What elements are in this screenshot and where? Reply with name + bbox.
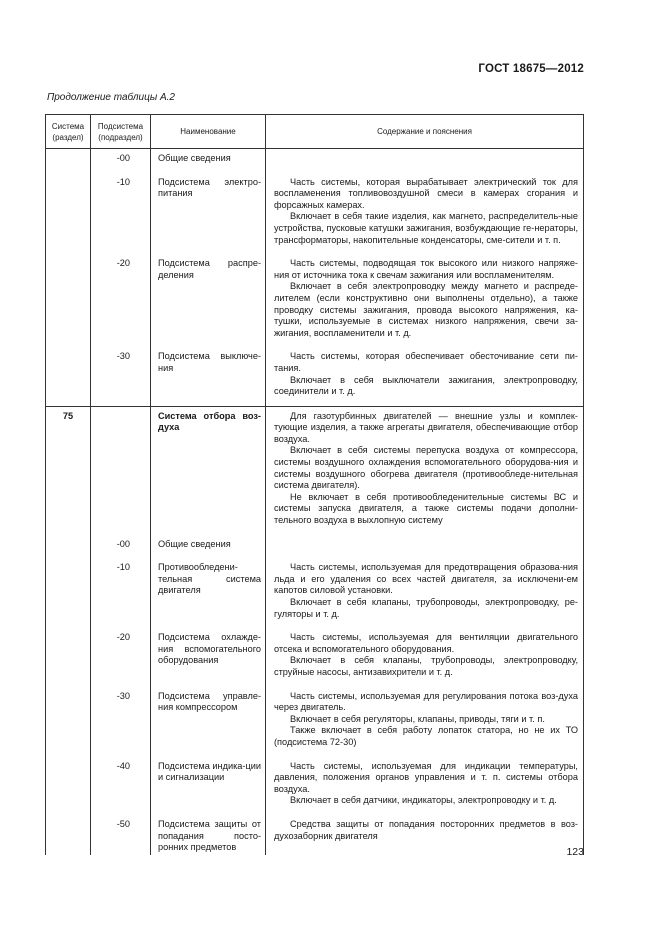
standard-code: ГОСТ 18675—2012 (478, 63, 584, 75)
header-name: Наименование (151, 115, 266, 149)
table-row (46, 757, 584, 815)
item-description (266, 687, 584, 757)
table-row (46, 149, 584, 173)
subsystem-code: -10 (91, 558, 151, 628)
description-paragraph: Часть системы, используемая для вентиляции двигательного отсека и вспомогательного оборудования. (274, 632, 578, 654)
item-name: Общие сведения (151, 535, 266, 559)
table-row (46, 347, 584, 406)
table-row (46, 173, 584, 255)
subsystem-code: -00 (91, 535, 151, 559)
subsystem-code: -20 (91, 254, 151, 347)
item-description (266, 558, 584, 628)
item-description (266, 535, 584, 559)
description-paragraph: Часть системы, которая вырабатывает электрический ток для воспламенения топливовоздушной смеси в камерах сгорания и форсажных камерах. (274, 176, 578, 210)
description-paragraph: Часть системы, используемая для индикации температуры, давления, положения органов управления и т. п. системы отбора воздуха. (274, 760, 578, 794)
item-description (266, 149, 584, 173)
item-name: Подсистема электро-питания (151, 173, 266, 255)
table-row (46, 558, 584, 628)
table-header-row (46, 115, 584, 149)
description-paragraph: Включает в себя электропроводку между магнето и распреде-лителем (если конструктивно они выполнены отдельно), а также проводку системы зажигания, провода высокого напряжения, ка-тушки, используемые в системах низкого напряжения, свечи за-жигания, воспламенители и т. д. (274, 281, 578, 338)
system-code (46, 628, 91, 686)
description-paragraph: Включает в себя системы перепуска воздуха от компрессора, системы воздушного охлаждения вспомогательного оборудова-ния и системы воздушного обогрева двигателя (противообледе-нительная система двигателя). (274, 445, 578, 491)
subsystem-code (91, 406, 151, 534)
system-code (46, 149, 91, 173)
item-description (266, 254, 584, 347)
item-description (266, 173, 584, 255)
subsystem-code: -50 (91, 815, 151, 855)
system-code (46, 347, 91, 406)
table-row (46, 687, 584, 757)
item-name: Система отбора воз-духа (151, 406, 266, 534)
table-row (46, 535, 584, 559)
header-description: Содержание и пояснения (266, 115, 584, 149)
system-code (46, 173, 91, 255)
subsystem-code: -10 (91, 173, 151, 255)
item-description (266, 628, 584, 686)
description-paragraph: Включает в себя датчики, индикаторы, электропроводку и т. д. (290, 795, 557, 806)
description-paragraph: Включает в себя выключатели зажигания, электропроводку, соединители и т. д. (274, 374, 578, 397)
description-paragraph: Включает в себя такие изделия, как магнето, распределитель-ные устройства, пусковые катушки зажигания, возбуждающие ге-нераторы, трансформаторы, накопительные конденсаторы, сме-сители и т. п. (274, 211, 578, 245)
system-code (46, 558, 91, 628)
table-caption: Продолжение таблицы А.2 (47, 92, 175, 103)
description-paragraph: Часть системы, используемая для предотвращения образова-ния льда и его удаления со всех частей двигателя, за исключени-ем капотов силовой установки. (274, 562, 578, 596)
header-system: Система (раздел) (46, 115, 91, 149)
description-paragraph: Включает в себя клапаны, трубопроводы, электропроводку, ре-гуляторы и т. д. (274, 597, 578, 619)
item-description (266, 347, 584, 406)
item-name: Общие сведения (151, 149, 266, 173)
item-name: Подсистема распре-деления (151, 254, 266, 347)
item-name: Противообледени-тельная система двигателя (151, 558, 266, 628)
content-table (45, 114, 584, 855)
description-paragraph: Включает в себя регуляторы, клапаны, приводы, тяги и т. п. (290, 713, 545, 724)
description-paragraph: Часть системы, которая обеспечивает обесточивание сети пи-тания. (274, 351, 578, 373)
table-row (46, 254, 584, 347)
header-subsystem: Подсистема (подраздел) (91, 115, 151, 149)
description-paragraph: Не включает в себя противообледенительные системы ВС и системы запуска двигателя, а также системы подачи дополни-тельного воздуха в выхлопную систему (274, 491, 578, 526)
system-code: 75 (46, 406, 91, 534)
table-body (46, 149, 584, 855)
subsystem-code: -00 (91, 149, 151, 173)
subsystem-code: -30 (91, 687, 151, 757)
description-paragraph: Часть системы, подводящая ток высокого или низкого напряже-ния от источника тока к свечам зажигания или воспламенителям. (274, 258, 578, 280)
system-code (46, 687, 91, 757)
item-description (266, 815, 584, 855)
system-code (46, 535, 91, 559)
system-code (46, 254, 91, 347)
description-paragraph: Для газотурбинных двигателей — внешние узлы и комплек-тующие изделия, а также агрегаты двигателя, обеспечивающие отбор воздуха. (274, 410, 578, 444)
item-name: Подсистема индика-ции и сигнализации (151, 757, 266, 815)
table-row (46, 815, 584, 855)
item-description (266, 406, 584, 534)
subsystem-code: -20 (91, 628, 151, 686)
item-description (266, 757, 584, 815)
table-row (46, 406, 584, 534)
subsystem-code: -40 (91, 757, 151, 815)
table-row (46, 628, 584, 686)
item-name: Подсистема охлажде-ния вспомогательного оборудования (151, 628, 266, 686)
system-code (46, 757, 91, 815)
item-name: Подсистема управле-ния компрессором (151, 687, 266, 757)
description-paragraph: Часть системы, используемая для регулирования потока воз-духа через двигатель. (274, 690, 578, 713)
description-paragraph: Также включает в себя работу лопаток статора, но не их ТО (подсистема 72-30) (274, 725, 578, 747)
item-name: Подсистема защиты от попадания посто-ронних предметов (151, 815, 266, 855)
item-name: Подсистема выключе-ния (151, 347, 266, 406)
page-number: 123 (566, 846, 584, 858)
subsystem-code: -30 (91, 347, 151, 406)
description-paragraph: Средства защиты от попадания посторонних предметов в воз-духозаборник двигателя (274, 818, 578, 841)
system-code (46, 815, 91, 855)
description-paragraph: Включает в себя клапаны, трубопроводы, электропроводку, струйные насосы, антизавихрители и т. д. (274, 655, 578, 677)
